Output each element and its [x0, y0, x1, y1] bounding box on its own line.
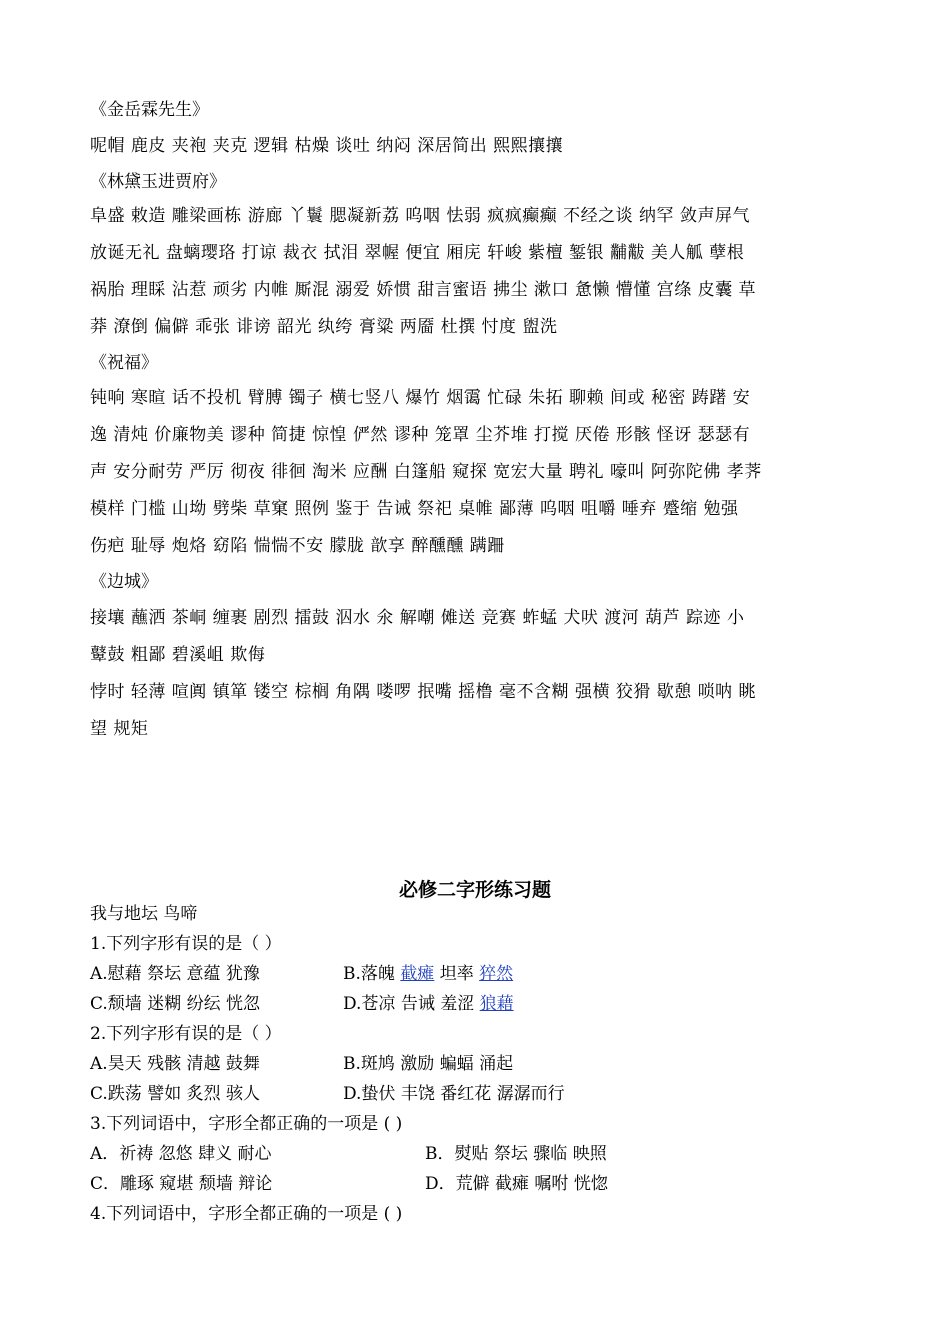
question-2-option-d: D.蛰伏 丰饶 番红花 潺潺而行 — [343, 1084, 565, 1104]
question-2-option-c: C.跌荡 譬如 炙烈 骇人 — [90, 1084, 261, 1104]
option-b-text: B.落魄 — [343, 964, 401, 984]
vocab-line: 伤疤 耻辱 炮烙 窈陷 惴惴不安 朦胧 歆享 醉醺醺 蹒跚 — [90, 536, 505, 556]
section-heading-zhufu: 《祝福》 — [90, 353, 158, 373]
section-heading-lin: 《林黛玉进贾府》 — [90, 172, 226, 192]
vocab-line: 莽 潦倒 偏僻 乖张 诽谤 韶光 纨绔 膏粱 两靥 杜撰 忖度 盥洗 — [90, 317, 558, 337]
option-d-text: D.苍凉 告诫 羞涩 — [343, 994, 480, 1014]
question-2-option-a: A.昊天 残骸 清越 鼓舞 — [90, 1054, 260, 1074]
question-3-stem: 3.下列词语中，字形全都正确的一项是 ( ) — [90, 1114, 403, 1134]
question-4-stem: 4.下列词语中，字形全都正确的一项是 ( ) — [90, 1204, 403, 1224]
vocab-line: 悖时 轻薄 喧阗 镇箪 镂空 棕榈 角隅 喽啰 抿嘴 摇橹 毫不含糊 强横 狡猾 歇憩 唢呐 眺 — [90, 682, 757, 702]
vocab-line: 鼙鼓 粗鄙 碧溪岨 欺侮 — [90, 645, 266, 665]
question-1-option-a: A.慰藉 祭坛 意蕴 犹豫 — [90, 964, 260, 984]
section-heading-jin: 《金岳霖先生》 — [90, 100, 209, 120]
question-1-option-c: C.颓墙 迷糊 纷纭 恍忽 — [90, 994, 261, 1014]
hyperlink-word[interactable]: 狼藉 — [479, 994, 514, 1014]
vocab-line: 声 安分耐劳 严厉 彻夜 徘徊 淘米 应酬 白篷船 窥探 宽宏大量 聘礼 嚎叫 阿弥陀佛 孝荠 — [90, 462, 762, 482]
vocab-line: 放诞无礼 盘螭璎珞 打谅 裁衣 拭泪 翠幄 便宜 厢庑 轩峻 紫檀 錾银 黼黻 美人觚 孽根 — [90, 243, 745, 263]
hyperlink-word[interactable]: 猝然 — [479, 964, 514, 984]
question-1-stem: 1.下列字形有误的是（ ） — [90, 934, 282, 954]
question-3-option-b: B．熨贴 祭坛 骤临 映照 — [425, 1144, 607, 1164]
hyperlink-word[interactable]: 截瘫 — [400, 964, 435, 984]
exercise-title: 必修二字形练习题 — [398, 879, 551, 901]
vocab-line: 望 规矩 — [90, 719, 149, 739]
question-3-option-a: A．祈祷 忽悠 肆义 耐心 — [90, 1144, 272, 1164]
question-2-stem: 2.下列字形有误的是（ ） — [90, 1024, 282, 1044]
vocab-line: 接壤 蘸洒 茶峒 缠裹 剧烈 擂鼓 泅水 氽 解嘲 傩送 竞赛 蚱蜢 犬吠 渡河 葫芦 踪迹 小 — [90, 608, 745, 628]
vocab-line: 钝响 寒暄 话不投机 臂膊 镯子 横七竖八 爆竹 烟霭 忙碌 朱拓 聊赖 间或 秘密 踌躇 安 — [90, 388, 751, 408]
exercise-subtitle: 我与地坛 鸟啼 — [90, 904, 198, 924]
question-3-option-c: C．雕琢 窥堪 颓墙 辩论 — [90, 1174, 273, 1194]
section-heading-biancheng: 《边城》 — [90, 572, 158, 592]
vocab-line: 模样 门槛 山坳 劈柴 草窠 照例 鉴于 告诫 祭祀 桌帷 鄙薄 呜咽 咀嚼 唾弃 蹙缩 勉强 — [90, 499, 739, 519]
vocab-line: 祸胎 理睬 沾惹 顽劣 内帷 厮混 溺爱 娇惯 甜言蜜语 拂尘 漱口 惫懒 懵懂 宫绦 皮囊 草 — [90, 280, 757, 300]
question-2-option-b: B.斑鸠 激励 蝙蝠 涌起 — [343, 1054, 514, 1074]
question-1-option-d — [343, 994, 514, 1014]
question-1-option-b — [343, 964, 513, 984]
vocab-line: 阜盛 敕造 雕梁画栋 游廊 丫鬟 腮凝新荔 呜咽 怯弱 疯疯癫癫 不经之谈 纳罕 敛声屏气 — [90, 206, 750, 226]
option-b-text: 坦率 — [434, 964, 480, 984]
vocab-line: 逸 清炖 价廉物美 谬种 简捷 惊惶 俨然 谬种 笼罩 尘芥堆 打搅 厌倦 形骸 怪讶 瑟瑟有 — [90, 425, 751, 445]
vocab-line: 呢帽 鹿皮 夹袍 夹克 逻辑 枯燥 谈吐 纳闷 深居简出 熙熙攘攘 — [90, 136, 564, 156]
question-3-option-d: D．荒僻 截瘫 嘱咐 恍惚 — [425, 1174, 608, 1194]
